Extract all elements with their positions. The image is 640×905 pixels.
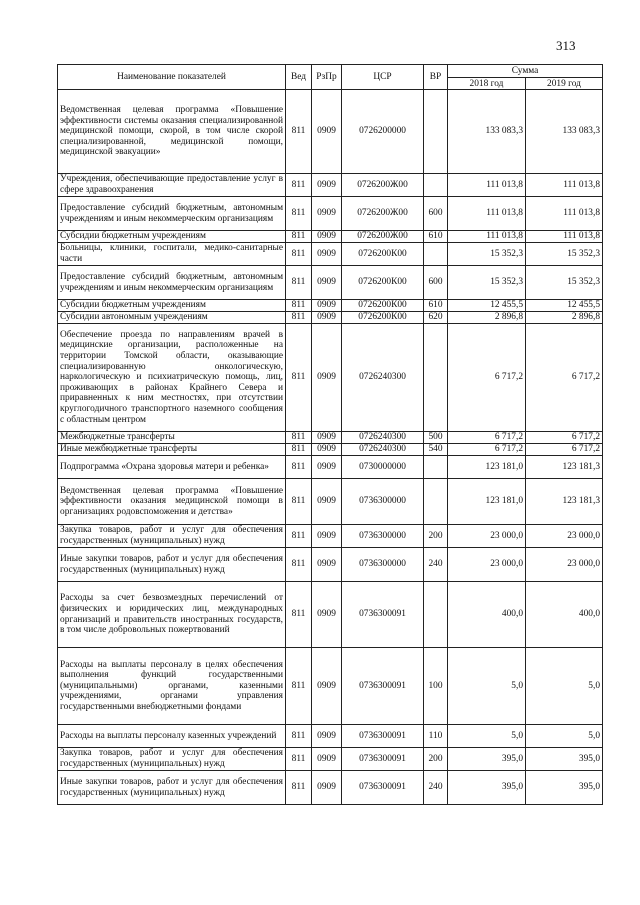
budget-table bbox=[57, 64, 603, 805]
cell-ved: 811 bbox=[286, 748, 312, 771]
cell-rzpr: 0909 bbox=[312, 266, 342, 300]
cell-name: Межбюджетные трансферты bbox=[58, 432, 286, 444]
cell-name: Иные межбюджетные трансферты bbox=[58, 444, 286, 456]
cell-sum-2019: 23 000,0 bbox=[526, 525, 603, 548]
table-row bbox=[58, 548, 603, 582]
cell-csr: 0730000000 bbox=[342, 456, 424, 479]
cell-vr bbox=[424, 582, 448, 648]
cell-ved: 811 bbox=[286, 266, 312, 300]
cell-vr: 240 bbox=[424, 771, 448, 805]
cell-sum-2018: 5,0 bbox=[448, 725, 526, 748]
cell-ved: 811 bbox=[286, 243, 312, 266]
table-row bbox=[58, 243, 603, 266]
table-row bbox=[58, 324, 603, 432]
cell-sum-2018: 395,0 bbox=[448, 771, 526, 805]
cell-rzpr: 0909 bbox=[312, 444, 342, 456]
cell-vr bbox=[424, 90, 448, 174]
cell-sum-2018: 395,0 bbox=[448, 748, 526, 771]
cell-ved: 811 bbox=[286, 444, 312, 456]
table-row bbox=[58, 771, 603, 805]
cell-sum-2018: 15 352,3 bbox=[448, 243, 526, 266]
cell-csr: 0726200Ж00 bbox=[342, 174, 424, 197]
cell-rzpr: 0909 bbox=[312, 243, 342, 266]
page-number: 313 bbox=[556, 38, 576, 53]
cell-sum-2019: 15 352,3 bbox=[526, 266, 603, 300]
cell-sum-2019: 6 717,2 bbox=[526, 444, 603, 456]
cell-sum-2018: 6 717,2 bbox=[448, 324, 526, 432]
cell-name: Больницы, клиники, госпитали, медико-санитарные части bbox=[58, 243, 286, 266]
cell-ved: 811 bbox=[286, 324, 312, 432]
cell-name: Расходы на выплаты персоналу в целях обеспечения выполнения функций государственными (муниципальными) органами, казенными учреждениями, органами управления государственными внебюджетными фондами bbox=[58, 648, 286, 725]
cell-sum-2018: 133 083,3 bbox=[448, 90, 526, 174]
cell-ved: 811 bbox=[286, 197, 312, 231]
cell-vr bbox=[424, 243, 448, 266]
cell-sum-2019: 111 013,8 bbox=[526, 231, 603, 243]
cell-vr: 110 bbox=[424, 725, 448, 748]
cell-rzpr: 0909 bbox=[312, 231, 342, 243]
cell-name: Субсидии бюджетным учреждениям bbox=[58, 231, 286, 243]
cell-ved: 811 bbox=[286, 90, 312, 174]
cell-name: Предоставление субсидий бюджетным, автономным учреждениям и иным некоммерческим организациям bbox=[58, 266, 286, 300]
header-year-2019: 2019 год bbox=[526, 78, 603, 90]
cell-name: Учреждения, обеспечивающие предоставление услуг в сфере здравоохранения bbox=[58, 174, 286, 197]
table-body bbox=[58, 90, 603, 805]
cell-csr: 0726200Ж00 bbox=[342, 197, 424, 231]
table-row bbox=[58, 174, 603, 197]
cell-vr bbox=[424, 324, 448, 432]
cell-sum-2018: 111 013,8 bbox=[448, 197, 526, 231]
cell-csr: 0736300000 bbox=[342, 548, 424, 582]
cell-ved: 811 bbox=[286, 432, 312, 444]
cell-sum-2019: 395,0 bbox=[526, 771, 603, 805]
cell-csr: 0726240300 bbox=[342, 324, 424, 432]
table-row bbox=[58, 90, 603, 174]
cell-sum-2019: 5,0 bbox=[526, 648, 603, 725]
cell-rzpr: 0909 bbox=[312, 300, 342, 312]
cell-name: Субсидии бюджетным учреждениям bbox=[58, 300, 286, 312]
cell-csr: 0726200К00 bbox=[342, 266, 424, 300]
cell-sum-2019: 111 013,8 bbox=[526, 197, 603, 231]
cell-sum-2019: 123 181,3 bbox=[526, 479, 603, 525]
cell-vr: 200 bbox=[424, 748, 448, 771]
cell-vr bbox=[424, 479, 448, 525]
cell-csr: 0726240300 bbox=[342, 432, 424, 444]
cell-name: Обеспечение проезда по направлениям врачей в медицинские организации, расположенные на территории Томской области, оказывающие специализированную онкологическую, наркологическую и психиатрическую помощь, лиц, проживающих в районах Крайнего Севера и приравненных к ним местностях, при отсутствии круглогодичного транспортного наземного сообщения с областным центром bbox=[58, 324, 286, 432]
cell-sum-2018: 5,0 bbox=[448, 648, 526, 725]
cell-sum-2019: 111 013,8 bbox=[526, 174, 603, 197]
table-row bbox=[58, 432, 603, 444]
cell-csr: 0736300000 bbox=[342, 479, 424, 525]
cell-rzpr: 0909 bbox=[312, 771, 342, 805]
cell-ved: 811 bbox=[286, 771, 312, 805]
cell-rzpr: 0909 bbox=[312, 548, 342, 582]
cell-rzpr: 0909 bbox=[312, 432, 342, 444]
cell-name: Субсидии автономным учреждениям bbox=[58, 312, 286, 324]
cell-csr: 0726240300 bbox=[342, 444, 424, 456]
cell-vr: 620 bbox=[424, 312, 448, 324]
cell-sum-2019: 5,0 bbox=[526, 725, 603, 748]
cell-vr: 610 bbox=[424, 300, 448, 312]
table-row bbox=[58, 231, 603, 243]
header-year-2018: 2018 год bbox=[448, 78, 526, 90]
cell-name: Закупка товаров, работ и услуг для обеспечения государственных (муниципальных) нужд bbox=[58, 525, 286, 548]
header-name: Наименование показателей bbox=[58, 65, 286, 90]
cell-csr: 0726200К00 bbox=[342, 243, 424, 266]
cell-csr: 0726200000 bbox=[342, 90, 424, 174]
cell-rzpr: 0909 bbox=[312, 324, 342, 432]
cell-csr: 0726200К00 bbox=[342, 300, 424, 312]
cell-ved: 811 bbox=[286, 174, 312, 197]
table-row bbox=[58, 197, 603, 231]
cell-name: Расходы на выплаты персоналу казенных учреждений bbox=[58, 725, 286, 748]
cell-ved: 811 bbox=[286, 725, 312, 748]
cell-ved: 811 bbox=[286, 479, 312, 525]
cell-vr: 240 bbox=[424, 548, 448, 582]
cell-rzpr: 0909 bbox=[312, 456, 342, 479]
cell-sum-2018: 2 896,8 bbox=[448, 312, 526, 324]
table-row bbox=[58, 456, 603, 479]
cell-sum-2019: 12 455,5 bbox=[526, 300, 603, 312]
table-row bbox=[58, 525, 603, 548]
cell-ved: 811 bbox=[286, 648, 312, 725]
cell-ved: 811 bbox=[286, 456, 312, 479]
table-header bbox=[58, 65, 603, 90]
cell-csr: 0726200К00 bbox=[342, 312, 424, 324]
cell-sum-2019: 6 717,2 bbox=[526, 432, 603, 444]
table-row bbox=[58, 648, 603, 725]
cell-name: Закупка товаров, работ и услуг для обеспечения государственных (муниципальных) нужд bbox=[58, 748, 286, 771]
cell-csr: 0736300091 bbox=[342, 648, 424, 725]
cell-csr: 0736300091 bbox=[342, 725, 424, 748]
cell-ved: 811 bbox=[286, 231, 312, 243]
cell-sum-2019: 123 181,3 bbox=[526, 456, 603, 479]
cell-rzpr: 0909 bbox=[312, 725, 342, 748]
cell-csr: 0736300091 bbox=[342, 582, 424, 648]
cell-sum-2018: 6 717,2 bbox=[448, 444, 526, 456]
cell-ved: 811 bbox=[286, 548, 312, 582]
cell-rzpr: 0909 bbox=[312, 197, 342, 231]
table-row bbox=[58, 444, 603, 456]
table-row bbox=[58, 300, 603, 312]
cell-sum-2019: 395,0 bbox=[526, 748, 603, 771]
cell-name: Ведомственная целевая программа «Повышение эффективности оказания медицинской помощи в организациях родовспоможения и детства» bbox=[58, 479, 286, 525]
cell-rzpr: 0909 bbox=[312, 525, 342, 548]
cell-vr: 200 bbox=[424, 525, 448, 548]
header-vr: ВР bbox=[424, 65, 448, 90]
cell-name: Расходы за счет безвозмездных перечислений от физических и юридических лиц, международных организаций и правительств иностранных государств, в том числе добровольных пожертвований bbox=[58, 582, 286, 648]
table-row bbox=[58, 582, 603, 648]
cell-sum-2018: 12 455,5 bbox=[448, 300, 526, 312]
cell-vr: 100 bbox=[424, 648, 448, 725]
cell-sum-2019: 15 352,3 bbox=[526, 243, 603, 266]
cell-sum-2018: 400,0 bbox=[448, 582, 526, 648]
cell-sum-2018: 6 717,2 bbox=[448, 432, 526, 444]
table-row bbox=[58, 266, 603, 300]
cell-ved: 811 bbox=[286, 300, 312, 312]
cell-vr: 600 bbox=[424, 266, 448, 300]
cell-vr: 540 bbox=[424, 444, 448, 456]
header-csr: ЦСР bbox=[342, 65, 424, 90]
cell-sum-2019: 133 083,3 bbox=[526, 90, 603, 174]
cell-sum-2018: 123 181,0 bbox=[448, 456, 526, 479]
cell-name: Иные закупки товаров, работ и услуг для обеспечения государственных (муниципальных) нужд bbox=[58, 548, 286, 582]
cell-rzpr: 0909 bbox=[312, 648, 342, 725]
header-ved: Вед bbox=[286, 65, 312, 90]
cell-csr: 0736300091 bbox=[342, 771, 424, 805]
cell-rzpr: 0909 bbox=[312, 479, 342, 525]
cell-vr: 610 bbox=[424, 231, 448, 243]
table-row bbox=[58, 479, 603, 525]
cell-ved: 811 bbox=[286, 582, 312, 648]
cell-sum-2018: 111 013,8 bbox=[448, 231, 526, 243]
cell-name: Иные закупки товаров, работ и услуг для обеспечения государственных (муниципальных) нужд bbox=[58, 771, 286, 805]
cell-sum-2018: 123 181,0 bbox=[448, 479, 526, 525]
cell-sum-2018: 23 000,0 bbox=[448, 548, 526, 582]
table-row bbox=[58, 312, 603, 324]
cell-csr: 0736300000 bbox=[342, 525, 424, 548]
cell-ved: 811 bbox=[286, 525, 312, 548]
cell-csr: 0736300091 bbox=[342, 748, 424, 771]
cell-rzpr: 0909 bbox=[312, 582, 342, 648]
cell-name: Подпрограмма «Охрана здоровья матери и ребенка» bbox=[58, 456, 286, 479]
cell-rzpr: 0909 bbox=[312, 748, 342, 771]
cell-sum-2019: 400,0 bbox=[526, 582, 603, 648]
cell-name: Предоставление субсидий бюджетным, автономным учреждениям и иным некоммерческим организациям bbox=[58, 197, 286, 231]
cell-rzpr: 0909 bbox=[312, 90, 342, 174]
cell-sum-2018: 23 000,0 bbox=[448, 525, 526, 548]
cell-name: Ведомственная целевая программа «Повышение эффективности системы оказания специализированной медицинской помощи, скорой, в том числе скорой специализированной, медицинской помощи, медицинской эвакуации» bbox=[58, 90, 286, 174]
cell-ved: 811 bbox=[286, 312, 312, 324]
cell-vr bbox=[424, 456, 448, 479]
cell-sum-2018: 15 352,3 bbox=[448, 266, 526, 300]
table-row bbox=[58, 748, 603, 771]
cell-csr: 0726200Ж00 bbox=[342, 231, 424, 243]
cell-vr: 500 bbox=[424, 432, 448, 444]
table-row bbox=[58, 725, 603, 748]
header-rzpr: РзПр bbox=[312, 65, 342, 90]
cell-rzpr: 0909 bbox=[312, 312, 342, 324]
cell-vr bbox=[424, 174, 448, 197]
cell-sum-2019: 23 000,0 bbox=[526, 548, 603, 582]
cell-sum-2018: 111 013,8 bbox=[448, 174, 526, 197]
cell-vr: 600 bbox=[424, 197, 448, 231]
cell-sum-2019: 2 896,8 bbox=[526, 312, 603, 324]
header-sum: Сумма bbox=[448, 65, 603, 78]
cell-rzpr: 0909 bbox=[312, 174, 342, 197]
cell-sum-2019: 6 717,2 bbox=[526, 324, 603, 432]
